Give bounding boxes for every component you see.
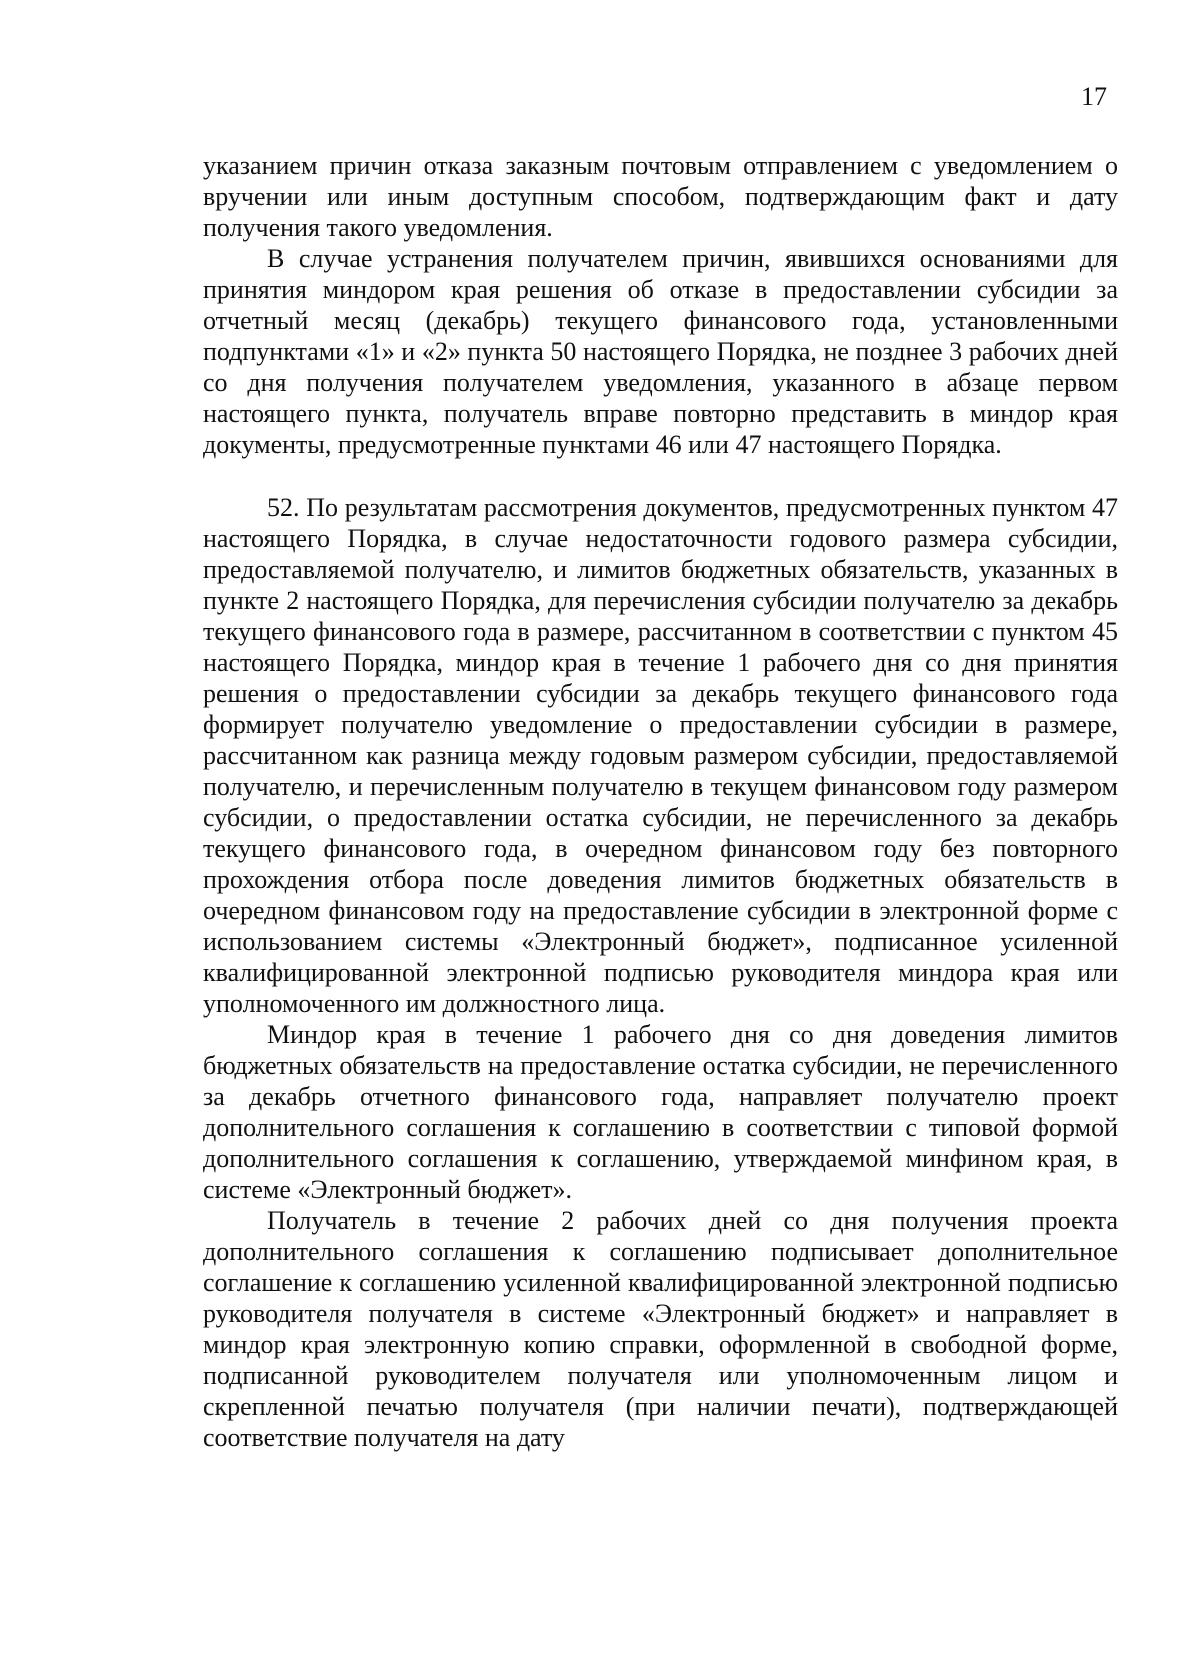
paragraph-continuation: указанием причин отказа заказным почтовым отправлением с уведомлением о вручении или иным доступным способом, подтверждающим факт и дату получения такого уведомления. xyxy=(203,151,1118,242)
paragraph-mindor-limits: Миндор края в течение 1 рабочего дня со дня доведения лимитов бюджетных обязательств на предоставление остатка субсидии, не перечисленного за декабрь отчетного финансового года, направляет получателю проект дополнительного соглашения к соглашению в соответствии с типовой формой дополнительного соглашения к соглашению, утверждаемой минфином края, в системе «Электронный бюджет». xyxy=(203,1020,1118,1204)
paragraph-item-52: 52. По результатам рассмотрения документов, предусмотренных пунктом 47 настоящего Порядка, в случае недостаточности годового размера субсидии, предоставляемой получателю, и лимитов бюджетных обязательств, указанных в пункте 2 настоящего Порядка, для перечисления субсидии получателю за декабрь текущего финансового года в размере, рассчитанном в соответствии с пунктом 45 настоящего Порядка, миндор края в течение 1 рабочего дня со дня принятия решения о предоставлении субсидии за декабрь текущего финансового года формирует получателю уведомление о предоставлении субсидии в размере, рассчитанном как разница между годовым размером субсидии, предоставляемой получателю, и перечисленным получателю в текущем финансовом году размером субсидии, о предоставлении остатка субсидии, не перечисленного за декабрь текущего финансового года, в очередном финансовом году без повторного прохождения отбора после доведения лимитов бюджетных обязательств в очередном финансовом году на предоставление субсидии в электронной форме с использованием системы «Электронный бюджет», подписанное усиленной квалифицированной электронной подписью руководителя миндора края или уполномоченного им должностного лица. xyxy=(203,493,1118,1018)
page-number: 17 xyxy=(1081,82,1107,111)
paragraph-resubmission: В случае устранения получателем причин, явившихся основаниями для принятия миндором края решения об отказе в предоставлении субсидии за отчетный месяц (декабрь) текущего финансового года, установленными подпунктами «1» и «2» пункта 50 настоящего Порядка, не позднее 3 рабочих дней со дня получения получателем уведомления, указанного в абзаце первом настоящего пункта, получатель вправе повторно представить в миндор края документы, предусмотренные пунктами 46 или 47 настоящего Порядка. xyxy=(203,244,1118,459)
document-body xyxy=(203,150,1118,1453)
paragraph-recipient-signing: Получатель в течение 2 рабочих дней со дня получения проекта дополнительного соглашения к соглашению подписывает дополнительное соглашение к соглашению усиленной квалифицированной электронной подписью руководителя получателя в системе «Электронный бюджет» и направляет в миндор края электронную копию справки, оформленной в свободной форме, подписанной руководителем получателя или уполномоченным лицом и скрепленной печатью получателя (при наличии печати), подтверждающей соответствие получателя на дату xyxy=(203,1206,1118,1452)
